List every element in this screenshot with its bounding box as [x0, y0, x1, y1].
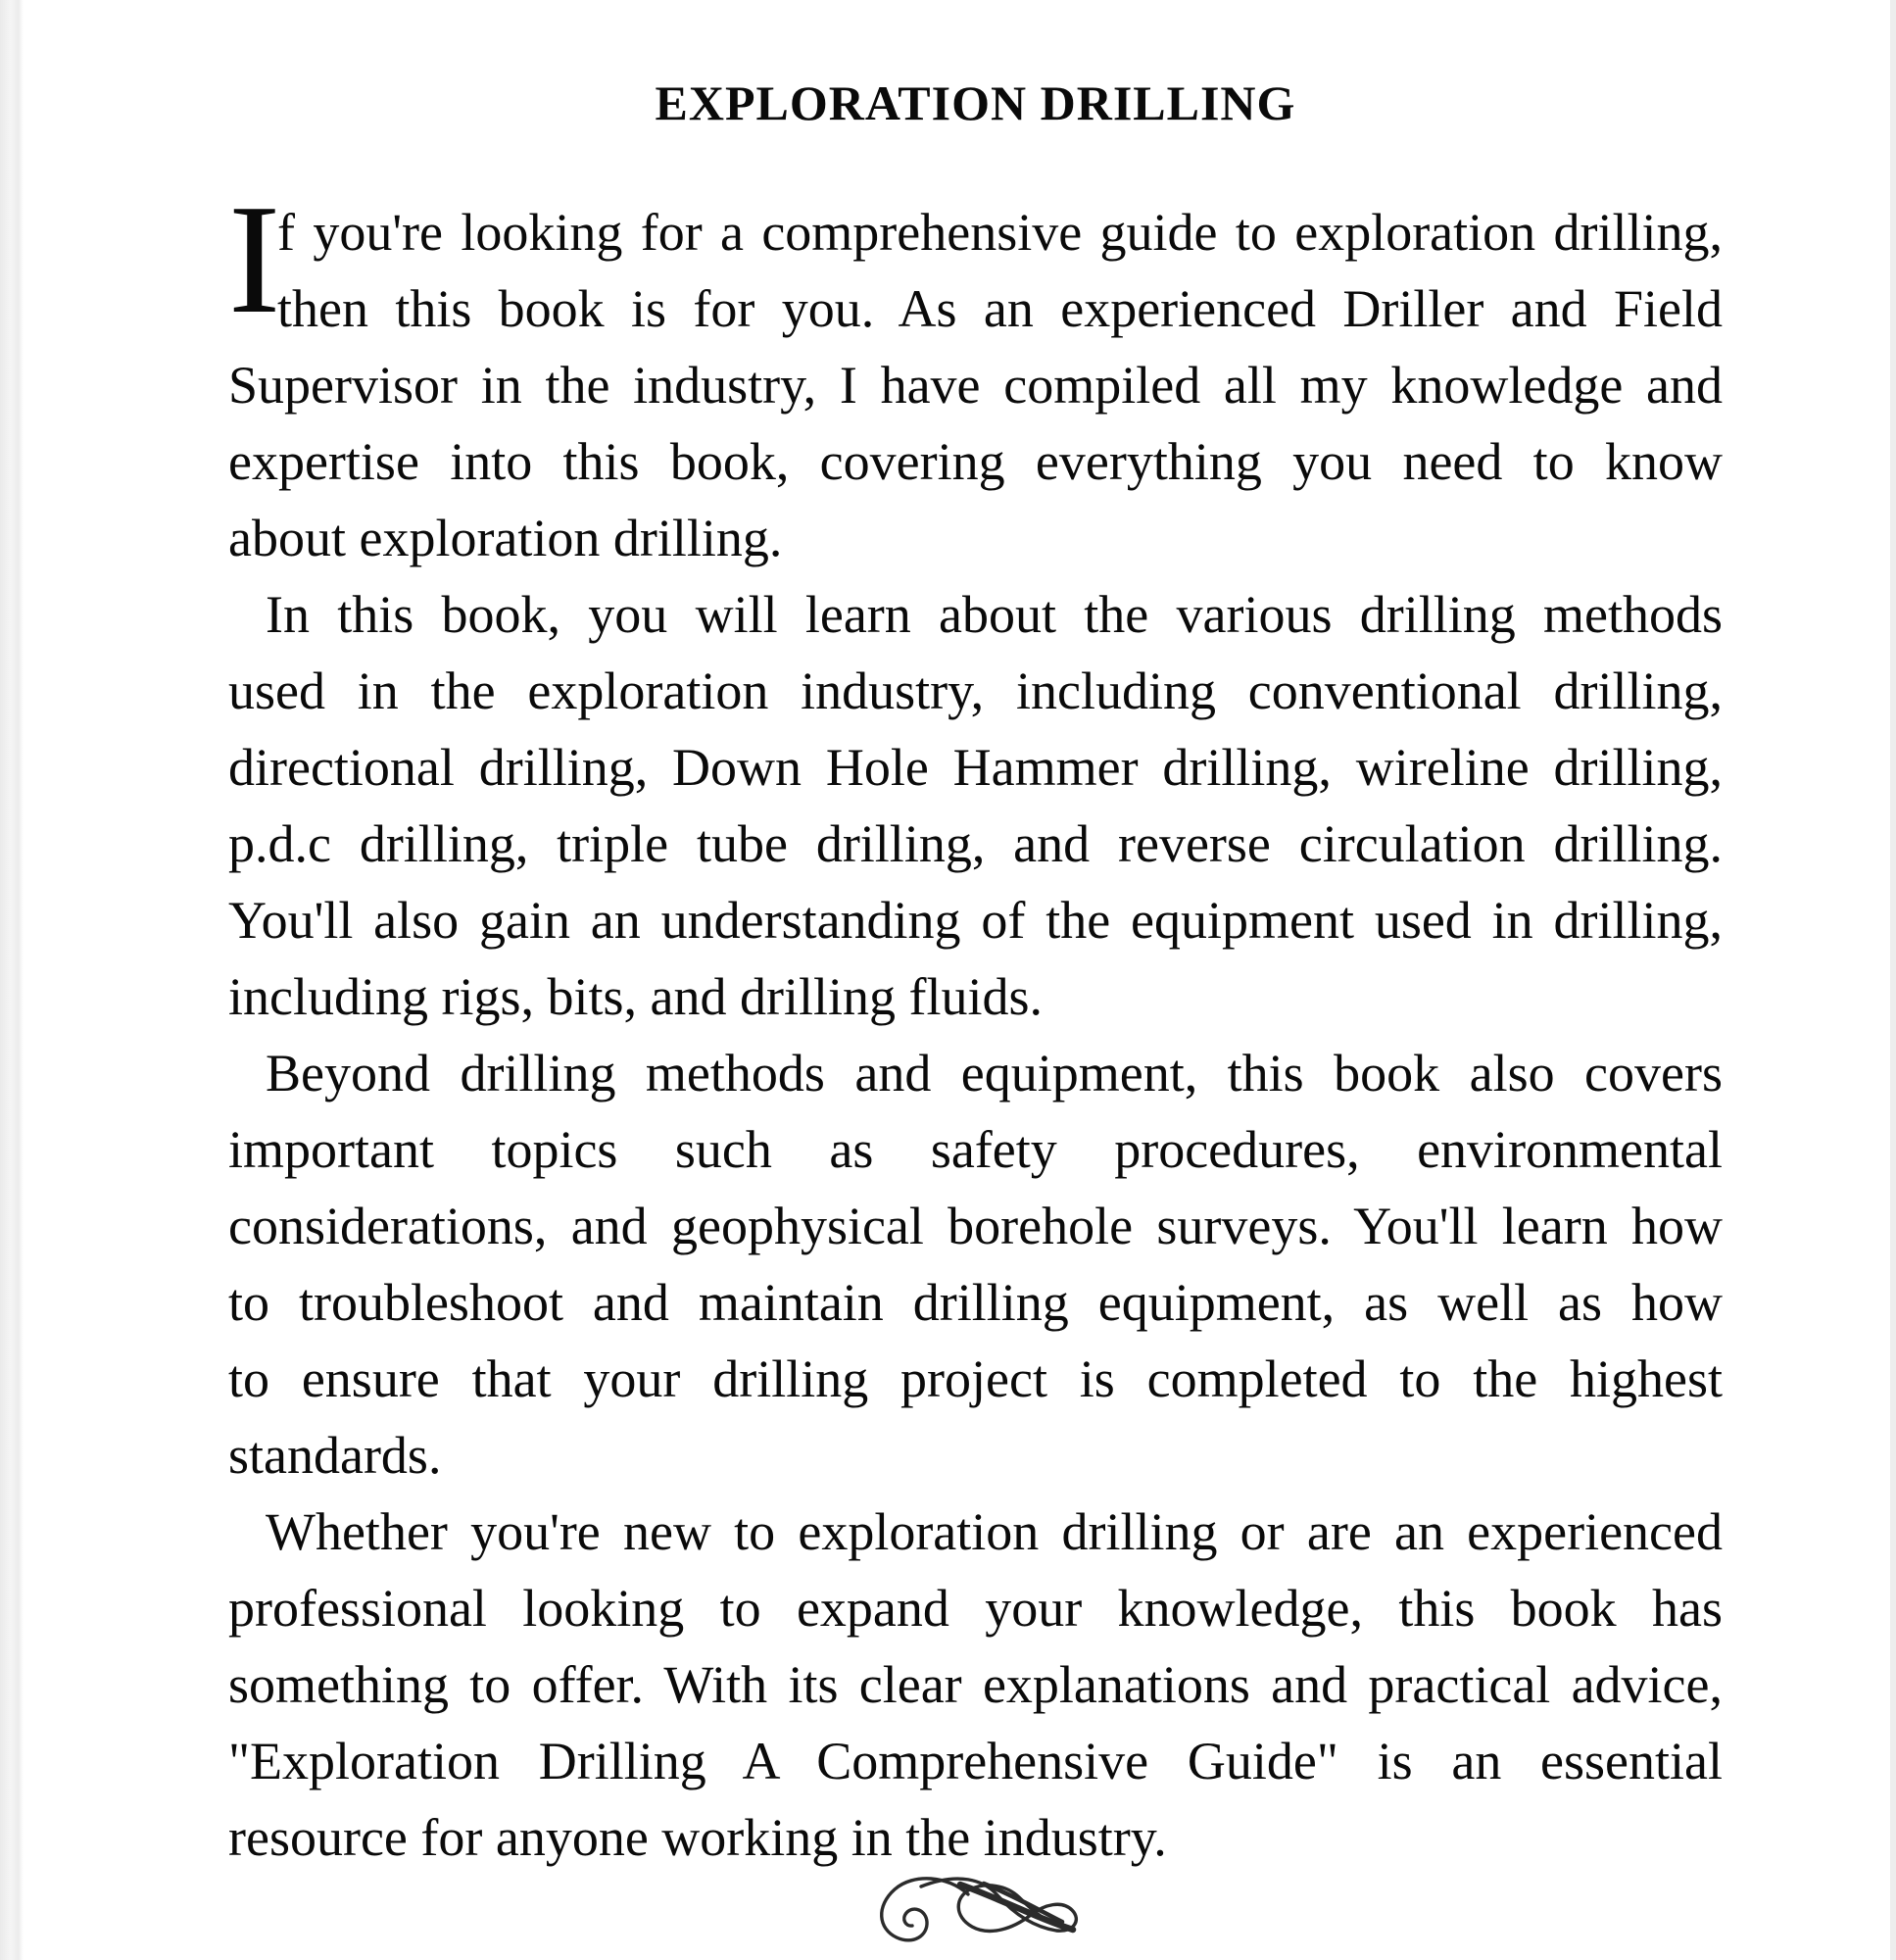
text-line: something to offer. With its clear explanations and practical advice,	[228, 1655, 1723, 1714]
text-line: standards.	[228, 1426, 442, 1485]
text-line: Supervisor in the industry, I have compiled all my knowledge and	[228, 356, 1723, 415]
text-line: expertise into this book, covering everything you need to know	[228, 432, 1723, 491]
text-line: professional looking to expand your knowledge, this book has	[228, 1579, 1723, 1638]
text-line: Whether you're new to exploration drilling or are an experienced	[266, 1502, 1723, 1561]
text-line: important topics such as safety procedures, environmental	[228, 1120, 1723, 1179]
page-title: EXPLORATION DRILLING	[655, 75, 1296, 130]
text-line: You'll also gain an understanding of the equipment used in drilling,	[228, 891, 1723, 950]
text-line: directional drilling, Down Hole Hammer drilling, wireline drilling,	[228, 738, 1723, 797]
text-line: used in the exploration industry, including conventional drilling,	[228, 662, 1723, 720]
body-text	[228, 172, 1723, 1876]
text-line: f you're looking for a comprehensive guide to exploration drilling,	[277, 203, 1723, 262]
text-line: p.d.c drilling, triple tube drilling, and reverse circulation drilling.	[228, 814, 1723, 873]
flourish-ornament	[228, 1870, 1723, 1949]
text-line: then this book is for you. As an experienced Driller and Field	[277, 279, 1723, 338]
text-line: resource for anyone working in the industry.	[228, 1808, 1167, 1867]
calligraphic-swirl-icon	[864, 1870, 1088, 1944]
text-line: In this book, you will learn about the various drilling methods	[266, 585, 1723, 644]
text-line: Beyond drilling methods and equipment, this book also covers	[266, 1044, 1723, 1102]
book-page	[228, 0, 1723, 1949]
text-line: considerations, and geophysical borehole surveys. You'll learn how	[228, 1197, 1723, 1255]
paragraphs-container	[228, 194, 1723, 1876]
text-line: including rigs, bits, and drilling fluids.	[228, 967, 1043, 1026]
text-line: "Exploration Drilling A Comprehensive Guide" is an essential	[228, 1732, 1723, 1790]
text-line: to troubleshoot and maintain drilling equipment, as well as how	[228, 1273, 1723, 1332]
text-line: to ensure that your drilling project is completed to the highest	[228, 1349, 1723, 1408]
text-line: about exploration drilling.	[228, 509, 783, 567]
page-edge-shadow-right	[1890, 0, 1896, 1960]
drop-cap: I	[228, 172, 281, 346]
page-edge-shadow-left	[0, 0, 24, 1960]
